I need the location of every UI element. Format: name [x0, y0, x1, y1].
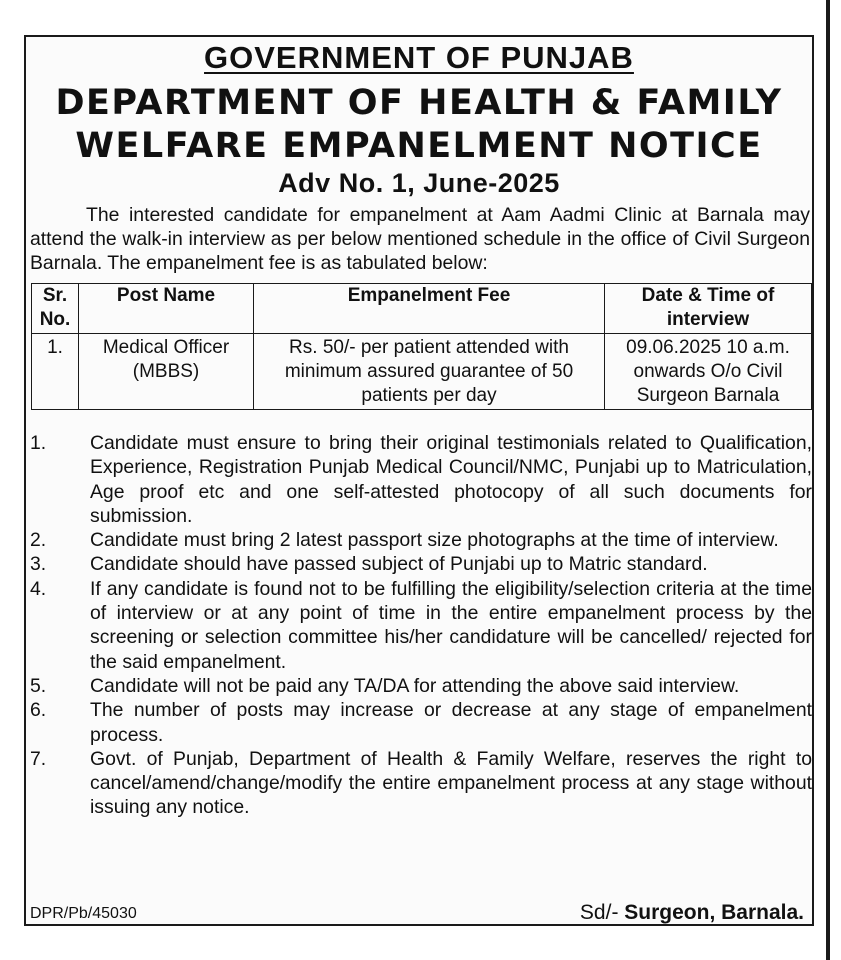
header-post-name: Post Name [79, 284, 254, 334]
intro-paragraph [30, 203, 810, 275]
condition-number: 3. [30, 553, 47, 576]
dpr-reference: DPR/Pb/45030 [30, 905, 137, 922]
list-item [30, 431, 812, 528]
condition-text: If any candidate is found not to be fulfilling the eligibility/selection criteria at the time of interview or at any point of time in the entire empanelment process by the screening or selection committee his/her candidature will be cancelled/ rejected for the said empanelment. [90, 577, 812, 673]
advertisement-number: Adv No. 1, June-2025 [278, 168, 560, 198]
cell-sr-no: 1. [32, 334, 79, 410]
cell-empanelment-fee: Rs. 50/- per patient attended with minimum assured guarantee of 50 patients per day [254, 334, 605, 410]
header-empanelment-fee: Empanelment Fee [254, 284, 605, 334]
government-heading-text: GOVERNMENT OF PUNJAB [204, 40, 634, 75]
header-sr-no: Sr. No. [32, 284, 79, 334]
signatory-name: Surgeon, Barnala. [624, 901, 804, 924]
schedule-table [31, 283, 812, 410]
department-heading-line-2: WELFARE EMPANELMENT NOTICE [75, 126, 763, 166]
notice-footer [26, 903, 812, 925]
government-heading [26, 40, 812, 76]
notice-box [24, 35, 814, 926]
signature-prefix: Sd/- [579, 901, 619, 924]
condition-number: 6. [30, 699, 47, 722]
condition-number: 2. [30, 529, 47, 552]
list-item [30, 698, 812, 747]
condition-text: The number of posts may increase or decrease at any stage of empanelment process. [90, 699, 812, 746]
condition-number: 4. [30, 577, 47, 600]
cell-post-name: Medical Officer (MBBS) [79, 334, 254, 410]
list-item [30, 577, 812, 674]
condition-number: 1. [30, 432, 47, 454]
signature-line [580, 901, 804, 925]
intro-text: The interested candidate for empanelment at Aam Aadmi Clinic at Barnala may attend the walk-in interview as per below mentioned schedule in the office of Civil Surgeon Barnala. The empanelment fee is as tabulated below: [30, 204, 810, 274]
condition-number: 7. [30, 747, 47, 770]
condition-text: Govt. of Punjab, Department of Health & Family Welfare, reserves the right to cancel/amend/change/modify the entire empanelment process at any stage without issuing any notice. [90, 747, 812, 819]
condition-text: Candidate must ensure to bring their original testimonials related to Qualification, Experience, Registration Punjab Medical Council/NMC, Punjabi up to Matriculation, Age proof etc and one self-attested photocopy of all such documents for submission. [90, 432, 812, 527]
table-row [32, 334, 812, 410]
condition-text: Candidate should have passed subject of Punjabi up to Matric standard. [90, 553, 708, 576]
department-heading-line-1: DEPARTMENT OF HEALTH & FAMILY [55, 83, 783, 123]
header-date-time: Date & Time of interview [605, 284, 812, 334]
conditions-list [30, 431, 812, 820]
list-item [30, 552, 812, 576]
condition-text: Candidate must bring 2 latest passport size photographs at the time of interview. [90, 529, 779, 552]
cell-date-time: 09.06.2025 10 a.m. onwards O/o Civil Surgeon Barnala [605, 334, 812, 410]
list-item [30, 528, 812, 552]
list-item [30, 747, 812, 820]
condition-number: 5. [30, 674, 47, 697]
list-item [30, 674, 812, 698]
column-divider-rule [826, 0, 830, 960]
table-header-row [32, 284, 812, 334]
condition-text: Candidate will not be paid any TA/DA for attending the above said interview. [90, 674, 740, 697]
